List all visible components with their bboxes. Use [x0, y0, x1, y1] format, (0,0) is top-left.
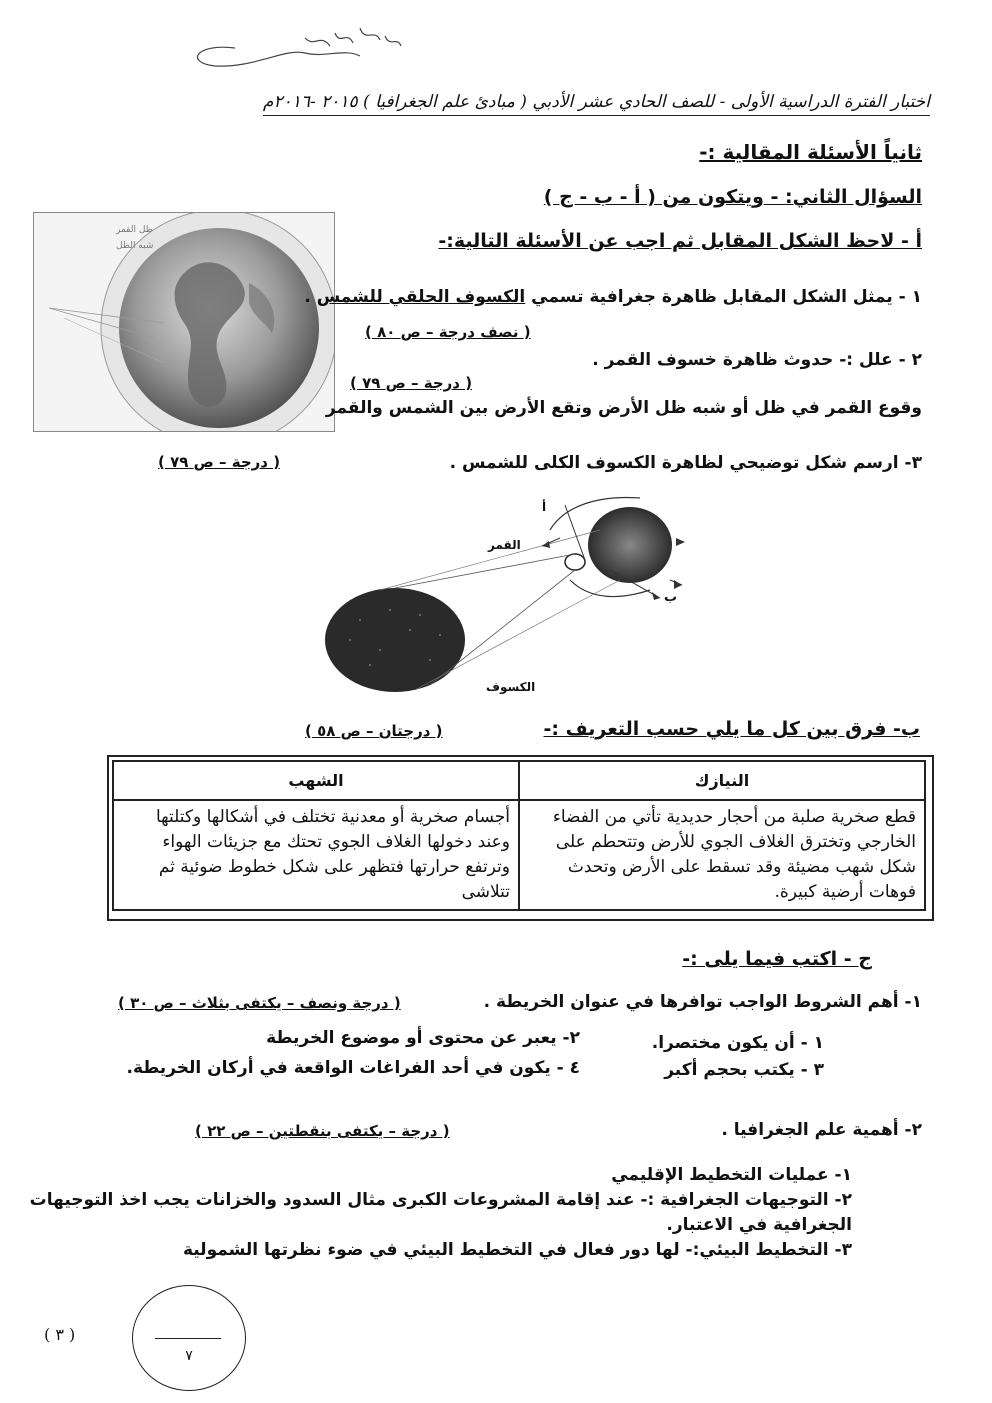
item-3-marks: ( درجة – ص ٧٩ )	[158, 453, 281, 471]
exam-header: اختبار الفترة الدراسية الأولى - للصف الحادي عشر الأدبي ( مبادئ علم الجغرافيا ) ٢٠١٥ -٢٠١٦م	[263, 92, 930, 116]
item-1-answer: الكسوف الحلقي للشمس	[316, 287, 526, 307]
part-c-q1: ١- أهم الشروط الواجب توافرها في عنوان الخريطة .	[483, 992, 922, 1012]
part-b-title: ب- فرق بين كل ما يلي حسب التعريف :-	[543, 718, 920, 740]
answer-3: ٣ - يكتب بحجم أكبر	[664, 1060, 824, 1080]
answer-4: ٤ - يكون في أحد الفراغات الواقعة في أركان الخريطة.	[126, 1058, 580, 1078]
table-row	[113, 800, 925, 910]
item-1	[304, 287, 922, 307]
cell-meteors: أجسام صخرية أو معدنية تختلف في أشكالها وكتلتها وعند دخولها الغلاف الجوي تحتك مع جزيئات الهواء وترتفع حرارتها فتظهر على شكل خطوط ضوئية ثم تتلاشى	[113, 800, 519, 910]
item-2: ٢ - علل :- حدوث ظاهرة خسوف القمر .	[592, 350, 922, 370]
comparison-table	[112, 760, 926, 911]
point-3: ٣- التخطيط البيئي:- لها دور فعال في التخطيط البيئي في ضوء نظرتها الشمولية	[182, 1240, 852, 1260]
answer-2: ٢- يعبر عن محتوى أو موضوع الخريطة	[266, 1028, 580, 1048]
earth-eclipse-photo	[33, 212, 335, 432]
point-2-line-2: الجغرافية في الاعتبار.	[666, 1215, 852, 1235]
header-meteorites: النيازك	[519, 761, 925, 800]
solar-eclipse-diagram	[320, 490, 700, 710]
table-header-row	[113, 761, 925, 800]
photo-label-umbra: ظل القمر	[116, 225, 153, 235]
item-1-prefix: ١ - يمثل الشكل المقابل ظاهرة جغرافية تسمي	[531, 287, 922, 307]
part-b-marks: ( درجتان – ص ٥٨ )	[305, 722, 443, 740]
handwritten-signature	[175, 18, 405, 78]
item-2-answer: وقوع القمر في ظل أو شبه ظل الأرض وتقع الأرض بين الشمس والقمر	[325, 398, 922, 418]
item-2-marks: ( درجة – ص ٧٩ )	[350, 374, 473, 392]
score-circle	[132, 1285, 246, 1391]
point-1: ١- عمليات التخطيط الإقليمي	[611, 1165, 852, 1185]
point-2-line-1: ٢- التوجيهات الجغرافية :- عند إقامة المشروعات الكبرى مثال السدود والخزانات يجب اخذ التوجيهات	[29, 1190, 852, 1210]
score-line	[155, 1338, 221, 1339]
part-c-title: ج - اكتب فيما يلى :-	[682, 948, 872, 970]
diagram-label-eclipse: الكسوف	[486, 680, 536, 694]
cell-meteorites: قطع صخرية صلبة من أحجار حديدية تأتي من الفضاء الخارجي وتخترق الغلاف الجوي للأرض وتتحطم على شكل شهب مضيئة وقد تسقط على الأرض وتحدث فوهات أرضية كبيرة.	[519, 800, 925, 910]
header-meteors: الشهب	[113, 761, 519, 800]
question-2-intro: السؤال الثاني: - ويتكون من ( أ - ب - ج )	[543, 186, 922, 208]
diagram-label-a: أ	[542, 500, 547, 514]
page-number: ( ٣ )	[44, 1325, 76, 1344]
part-c-q2: ٢- أهمية علم الجغرافيا .	[721, 1120, 922, 1140]
part-a-title: أ - لاحظ الشكل المقابل ثم اجب عن الأسئلة التالية:-	[438, 230, 922, 252]
diagram-label-moon: القمر	[488, 538, 521, 552]
item-1-end: .	[304, 287, 317, 307]
answer-1: ١ - أن يكون مختصرا.	[651, 1033, 824, 1053]
photo-label-penumbra: شبه الظل	[116, 241, 154, 251]
section-title: ثانياً الأسئلة المقالية :-	[699, 140, 922, 164]
part-c-q1-marks: ( درجة ونصف – يكتفى بثلاث – ص ٣٠ )	[118, 994, 401, 1012]
score-total: ٧	[185, 1348, 193, 1364]
part-c-q2-marks: ( درجة – يكتفى بنقطتين – ص ٢٢ )	[195, 1122, 450, 1140]
item-1-marks: ( نصف درجة – ص ٨٠ )	[365, 323, 531, 341]
item-3: ٣- ارسم شكل توضيحي لظاهرة الكسوف الكلى للشمس .	[449, 453, 922, 473]
diagram-label-b: ب	[664, 590, 678, 605]
